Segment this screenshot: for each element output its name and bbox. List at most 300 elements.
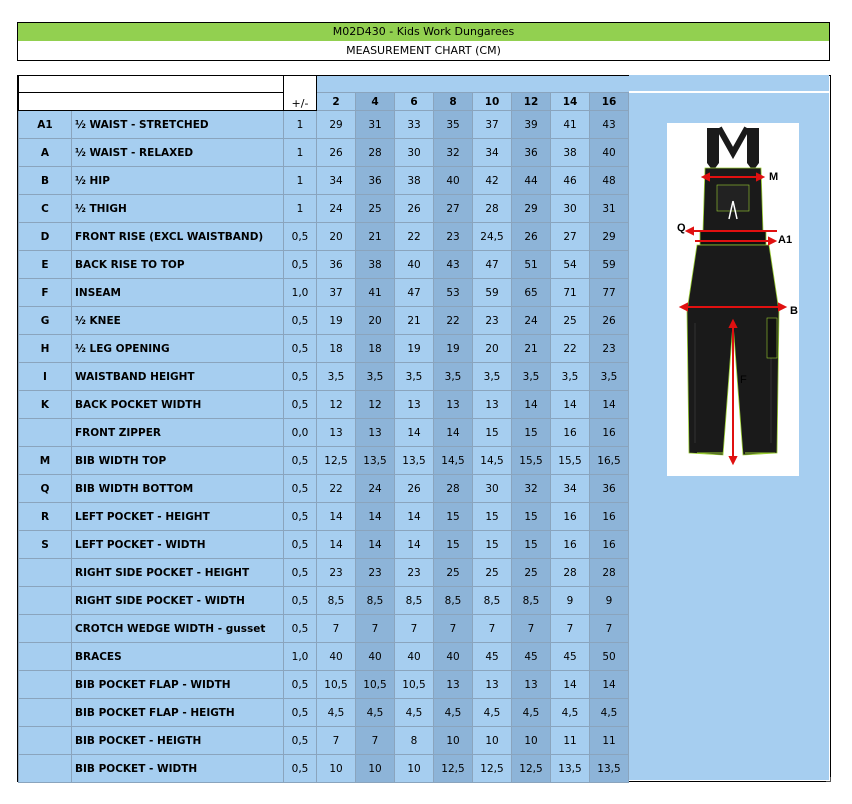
size-header: 6 — [395, 93, 434, 111]
value-cell: 43 — [590, 111, 629, 139]
value-cell: 4,5 — [590, 699, 629, 727]
value-cell: 3,5 — [590, 363, 629, 391]
value-cell: 19 — [434, 335, 473, 363]
sizes-header-band — [317, 76, 629, 93]
value-cell: 18 — [356, 335, 395, 363]
value-cell: 8,5 — [512, 587, 551, 615]
value-cell: 12,5 — [434, 755, 473, 783]
measurement-code: D — [19, 223, 72, 251]
measurement-code — [19, 643, 72, 671]
value-cell: 30 — [551, 195, 590, 223]
value-cell: 14 — [512, 391, 551, 419]
value-cell: 14 — [551, 671, 590, 699]
tolerance-cell: 0,5 — [284, 391, 317, 419]
value-cell: 36 — [590, 475, 629, 503]
measurement-code — [19, 755, 72, 783]
measurement-description: BIB WIDTH TOP — [72, 447, 284, 475]
tolerance-cell: 0,5 — [284, 559, 317, 587]
measurement-description: RIGHT SIDE POCKET - WIDTH — [72, 587, 284, 615]
value-cell: 3,5 — [395, 363, 434, 391]
header-blank — [19, 76, 284, 93]
value-cell: 14 — [551, 391, 590, 419]
size-header: 12 — [512, 93, 551, 111]
value-cell: 8,5 — [473, 587, 512, 615]
value-cell: 21 — [395, 307, 434, 335]
measurement-description: ½ HIP — [72, 167, 284, 195]
value-cell: 47 — [395, 279, 434, 307]
measurement-description: BIB POCKET FLAP - HEIGTH — [72, 699, 284, 727]
value-cell: 25 — [551, 307, 590, 335]
value-cell: 19 — [317, 307, 356, 335]
value-cell: 4,5 — [395, 699, 434, 727]
tolerance-cell: 1 — [284, 111, 317, 139]
value-cell: 16 — [551, 419, 590, 447]
value-cell: 8,5 — [317, 587, 356, 615]
resize-handle — [826, 777, 831, 782]
measurement-code: R — [19, 503, 72, 531]
value-cell: 27 — [551, 223, 590, 251]
value-cell: 12,5 — [473, 755, 512, 783]
value-cell: 28 — [551, 559, 590, 587]
table-row — [19, 503, 629, 531]
value-cell: 41 — [356, 279, 395, 307]
value-cell: 3,5 — [434, 363, 473, 391]
table-row — [19, 447, 629, 475]
value-cell: 7 — [356, 615, 395, 643]
tolerance-cell: 1,0 — [284, 279, 317, 307]
measurement-code: A — [19, 139, 72, 167]
value-cell: 10,5 — [395, 671, 434, 699]
tolerance-cell: 0,5 — [284, 475, 317, 503]
value-cell: 26 — [590, 307, 629, 335]
tolerance-header: +/- — [284, 76, 317, 111]
table-row — [19, 111, 629, 139]
value-cell: 43 — [434, 251, 473, 279]
measurement-description: ½ WAIST - RELAXED — [72, 139, 284, 167]
value-cell: 7 — [551, 615, 590, 643]
table-row — [19, 167, 629, 195]
chart-subtitle: MEASUREMENT CHART (CM) — [17, 41, 830, 61]
value-cell: 24 — [317, 195, 356, 223]
value-cell: 4,5 — [551, 699, 590, 727]
value-cell: 30 — [395, 139, 434, 167]
tolerance-cell: 0,5 — [284, 531, 317, 559]
value-cell: 50 — [590, 643, 629, 671]
value-cell: 59 — [590, 251, 629, 279]
value-cell: 14 — [317, 531, 356, 559]
value-cell: 13 — [473, 671, 512, 699]
value-cell: 12 — [356, 391, 395, 419]
value-cell: 14 — [434, 419, 473, 447]
value-cell: 14 — [356, 531, 395, 559]
value-cell: 10,5 — [317, 671, 356, 699]
tolerance-cell: 1 — [284, 195, 317, 223]
table-row — [19, 475, 629, 503]
value-cell: 11 — [590, 727, 629, 755]
measurement-description: BIB POCKET FLAP - WIDTH — [72, 671, 284, 699]
measurement-code — [19, 615, 72, 643]
measurement-code: E — [19, 251, 72, 279]
measurement-code — [19, 587, 72, 615]
value-cell: 29 — [512, 195, 551, 223]
value-cell: 16 — [590, 503, 629, 531]
measurement-description: BIB POCKET - HEIGTH — [72, 727, 284, 755]
size-header: 10 — [473, 93, 512, 111]
value-cell: 10 — [356, 755, 395, 783]
value-cell: 37 — [473, 111, 512, 139]
measurement-description: INSEAM — [72, 279, 284, 307]
measurement-description: CROTCH WEDGE WIDTH - gusset — [72, 615, 284, 643]
measurement-description: FRONT RISE (EXCL WAISTBAND) — [72, 223, 284, 251]
value-cell: 9 — [590, 587, 629, 615]
value-cell: 23 — [356, 559, 395, 587]
value-cell: 22 — [317, 475, 356, 503]
measurement-code — [19, 671, 72, 699]
value-cell: 10 — [512, 727, 551, 755]
measurement-code: G — [19, 307, 72, 335]
size-header: 16 — [590, 93, 629, 111]
value-cell: 13 — [512, 671, 551, 699]
value-cell: 47 — [473, 251, 512, 279]
value-cell: 3,5 — [512, 363, 551, 391]
value-cell: 26 — [395, 195, 434, 223]
value-cell: 33 — [395, 111, 434, 139]
value-cell: 16,5 — [590, 447, 629, 475]
measurement-description: BACK POCKET WIDTH — [72, 391, 284, 419]
value-cell: 19 — [395, 335, 434, 363]
value-cell: 25 — [512, 559, 551, 587]
value-cell: 71 — [551, 279, 590, 307]
measurement-table — [18, 75, 629, 783]
value-cell: 40 — [356, 643, 395, 671]
value-cell: 26 — [395, 475, 434, 503]
measurement-code: C — [19, 195, 72, 223]
measurement-code: H — [19, 335, 72, 363]
table-row — [19, 307, 629, 335]
value-cell: 29 — [317, 111, 356, 139]
table-row — [19, 587, 629, 615]
value-cell: 40 — [395, 251, 434, 279]
measurement-description: BRACES — [72, 643, 284, 671]
table-row — [19, 335, 629, 363]
table-row — [19, 531, 629, 559]
value-cell: 16 — [551, 531, 590, 559]
value-cell: 10 — [473, 727, 512, 755]
value-cell: 13 — [317, 419, 356, 447]
table-row — [19, 139, 629, 167]
value-cell: 38 — [356, 251, 395, 279]
size-header: 2 — [317, 93, 356, 111]
tolerance-cell: 0,5 — [284, 223, 317, 251]
measurement-code — [19, 699, 72, 727]
value-cell: 23 — [395, 559, 434, 587]
value-cell: 15 — [473, 531, 512, 559]
table-row — [19, 195, 629, 223]
table-row — [19, 251, 629, 279]
tolerance-cell: 1,0 — [284, 643, 317, 671]
value-cell: 38 — [395, 167, 434, 195]
table-row — [19, 559, 629, 587]
value-cell: 14 — [395, 531, 434, 559]
value-cell: 44 — [512, 167, 551, 195]
value-cell: 24 — [512, 307, 551, 335]
value-cell: 4,5 — [356, 699, 395, 727]
value-cell: 53 — [434, 279, 473, 307]
value-cell: 15 — [512, 419, 551, 447]
value-cell: 8,5 — [356, 587, 395, 615]
value-cell: 24 — [356, 475, 395, 503]
value-cell: 13,5 — [395, 447, 434, 475]
tolerance-cell: 0,5 — [284, 615, 317, 643]
value-cell: 13 — [356, 419, 395, 447]
size-header: 4 — [356, 93, 395, 111]
table-row — [19, 671, 629, 699]
value-cell: 7 — [395, 615, 434, 643]
value-cell: 32 — [434, 139, 473, 167]
value-cell: 20 — [473, 335, 512, 363]
measurement-code: Q — [19, 475, 72, 503]
table-row — [19, 727, 629, 755]
value-cell: 14 — [395, 503, 434, 531]
value-cell: 42 — [473, 167, 512, 195]
measurement-description: FRONT ZIPPER — [72, 419, 284, 447]
value-cell: 21 — [356, 223, 395, 251]
value-cell: 29 — [590, 223, 629, 251]
value-cell: 8,5 — [395, 587, 434, 615]
value-cell: 34 — [551, 475, 590, 503]
value-cell: 25 — [434, 559, 473, 587]
header-blank-2 — [19, 93, 284, 111]
value-cell: 23 — [434, 223, 473, 251]
value-cell: 14,5 — [473, 447, 512, 475]
value-cell: 13,5 — [551, 755, 590, 783]
table-row — [19, 223, 629, 251]
value-cell: 15 — [473, 419, 512, 447]
value-cell: 22 — [395, 223, 434, 251]
measurement-code: K — [19, 391, 72, 419]
table-row — [19, 643, 629, 671]
measurement-description: BACK RISE TO TOP — [72, 251, 284, 279]
value-cell: 7 — [473, 615, 512, 643]
measurement-description: BIB WIDTH BOTTOM — [72, 475, 284, 503]
measurement-description: ½ KNEE — [72, 307, 284, 335]
measurement-code — [19, 419, 72, 447]
tolerance-cell: 1 — [284, 167, 317, 195]
value-cell: 4,5 — [317, 699, 356, 727]
value-cell: 36 — [317, 251, 356, 279]
value-cell: 13 — [395, 391, 434, 419]
value-cell: 40 — [434, 167, 473, 195]
measurement-description: BIB POCKET - WIDTH — [72, 755, 284, 783]
value-cell: 31 — [590, 195, 629, 223]
value-cell: 23 — [473, 307, 512, 335]
value-cell: 34 — [317, 167, 356, 195]
value-cell: 65 — [512, 279, 551, 307]
value-cell: 36 — [512, 139, 551, 167]
value-cell: 7 — [590, 615, 629, 643]
value-cell: 10 — [317, 755, 356, 783]
value-cell: 14,5 — [434, 447, 473, 475]
size-header: 14 — [551, 93, 590, 111]
label-f: F — [740, 374, 747, 386]
value-cell: 9 — [551, 587, 590, 615]
value-cell: 46 — [551, 167, 590, 195]
tolerance-cell: 0,5 — [284, 699, 317, 727]
value-cell: 7 — [434, 615, 473, 643]
value-cell: 16 — [551, 503, 590, 531]
value-cell: 13 — [434, 391, 473, 419]
value-cell: 31 — [356, 111, 395, 139]
value-cell: 8 — [395, 727, 434, 755]
value-cell: 23 — [317, 559, 356, 587]
value-cell: 45 — [512, 643, 551, 671]
dungarees-illustration — [667, 123, 799, 476]
value-cell: 3,5 — [551, 363, 590, 391]
measurement-code: A1 — [19, 111, 72, 139]
value-cell: 15,5 — [551, 447, 590, 475]
value-cell: 40 — [395, 643, 434, 671]
value-cell: 15 — [512, 503, 551, 531]
tolerance-cell: 0,5 — [284, 363, 317, 391]
measurement-code — [19, 727, 72, 755]
value-cell: 28 — [473, 195, 512, 223]
label-b: B — [790, 305, 798, 317]
value-cell: 26 — [317, 139, 356, 167]
value-cell: 22 — [551, 335, 590, 363]
label-m: M — [769, 171, 779, 183]
value-cell: 15 — [434, 503, 473, 531]
value-cell: 30 — [473, 475, 512, 503]
measurement-code: F — [19, 279, 72, 307]
value-cell: 34 — [473, 139, 512, 167]
value-cell: 14 — [590, 671, 629, 699]
value-cell: 12,5 — [317, 447, 356, 475]
table-row — [19, 419, 629, 447]
table-row — [19, 755, 629, 783]
measurement-description: LEFT POCKET - WIDTH — [72, 531, 284, 559]
value-cell: 22 — [434, 307, 473, 335]
value-cell: 7 — [356, 727, 395, 755]
measurement-code: I — [19, 363, 72, 391]
value-cell: 40 — [590, 139, 629, 167]
chart-title: M02D430 - Kids Work Dungarees — [17, 22, 830, 42]
value-cell: 10,5 — [356, 671, 395, 699]
value-cell: 7 — [317, 727, 356, 755]
measurement-description: RIGHT SIDE POCKET - HEIGHT — [72, 559, 284, 587]
measurement-description: LEFT POCKET - HEIGHT — [72, 503, 284, 531]
value-cell: 15 — [473, 503, 512, 531]
value-cell: 14 — [317, 503, 356, 531]
value-cell: 28 — [434, 475, 473, 503]
value-cell: 7 — [512, 615, 551, 643]
value-cell: 59 — [473, 279, 512, 307]
value-cell: 45 — [473, 643, 512, 671]
tolerance-cell: 1 — [284, 139, 317, 167]
value-cell: 26 — [512, 223, 551, 251]
table-row — [19, 391, 629, 419]
table-row — [19, 699, 629, 727]
value-cell: 38 — [551, 139, 590, 167]
value-cell: 23 — [590, 335, 629, 363]
label-a1: A1 — [778, 234, 793, 246]
tolerance-cell: 0,0 — [284, 419, 317, 447]
value-cell: 21 — [512, 335, 551, 363]
value-cell: 51 — [512, 251, 551, 279]
value-cell: 14 — [395, 419, 434, 447]
value-cell: 4,5 — [434, 699, 473, 727]
value-cell: 10 — [395, 755, 434, 783]
measurement-code: S — [19, 531, 72, 559]
value-cell: 13 — [473, 391, 512, 419]
value-cell: 32 — [512, 475, 551, 503]
tolerance-cell: 0,5 — [284, 755, 317, 783]
value-cell: 3,5 — [473, 363, 512, 391]
value-cell: 37 — [317, 279, 356, 307]
value-cell: 11 — [551, 727, 590, 755]
value-cell: 40 — [317, 643, 356, 671]
value-cell: 20 — [317, 223, 356, 251]
tolerance-cell: 0,5 — [284, 447, 317, 475]
value-cell: 10 — [434, 727, 473, 755]
value-cell: 15,5 — [512, 447, 551, 475]
tolerance-cell: 0,5 — [284, 727, 317, 755]
measurement-code — [19, 559, 72, 587]
value-cell: 12,5 — [512, 755, 551, 783]
value-cell: 41 — [551, 111, 590, 139]
value-cell: 36 — [356, 167, 395, 195]
value-cell: 18 — [317, 335, 356, 363]
value-cell: 40 — [434, 643, 473, 671]
value-cell: 77 — [590, 279, 629, 307]
value-cell: 24,5 — [473, 223, 512, 251]
value-cell: 14 — [356, 503, 395, 531]
table-row — [19, 615, 629, 643]
table-row — [19, 279, 629, 307]
tolerance-cell: 0,5 — [284, 671, 317, 699]
value-cell: 3,5 — [356, 363, 395, 391]
value-cell: 13,5 — [356, 447, 395, 475]
value-cell: 8,5 — [434, 587, 473, 615]
measurement-description: WAISTBAND HEIGHT — [72, 363, 284, 391]
value-cell: 54 — [551, 251, 590, 279]
label-q: Q — [677, 222, 686, 234]
value-cell: 16 — [590, 531, 629, 559]
value-cell: 7 — [317, 615, 356, 643]
size-header: 8 — [434, 93, 473, 111]
value-cell: 25 — [356, 195, 395, 223]
measurement-description: ½ LEG OPENING — [72, 335, 284, 363]
tolerance-cell: 0,5 — [284, 503, 317, 531]
value-cell: 45 — [551, 643, 590, 671]
tolerance-cell: 0,5 — [284, 307, 317, 335]
value-cell: 3,5 — [317, 363, 356, 391]
value-cell: 25 — [473, 559, 512, 587]
measurement-code: B — [19, 167, 72, 195]
value-cell: 28 — [356, 139, 395, 167]
value-cell: 13 — [434, 671, 473, 699]
value-cell: 16 — [590, 419, 629, 447]
dungarees-diagram — [667, 123, 799, 476]
tolerance-cell: 0,5 — [284, 335, 317, 363]
measurement-code: M — [19, 447, 72, 475]
value-cell: 28 — [590, 559, 629, 587]
value-cell: 13,5 — [590, 755, 629, 783]
value-cell: 27 — [434, 195, 473, 223]
value-cell: 12 — [317, 391, 356, 419]
value-cell: 15 — [512, 531, 551, 559]
value-cell: 14 — [590, 391, 629, 419]
tolerance-cell: 0,5 — [284, 587, 317, 615]
